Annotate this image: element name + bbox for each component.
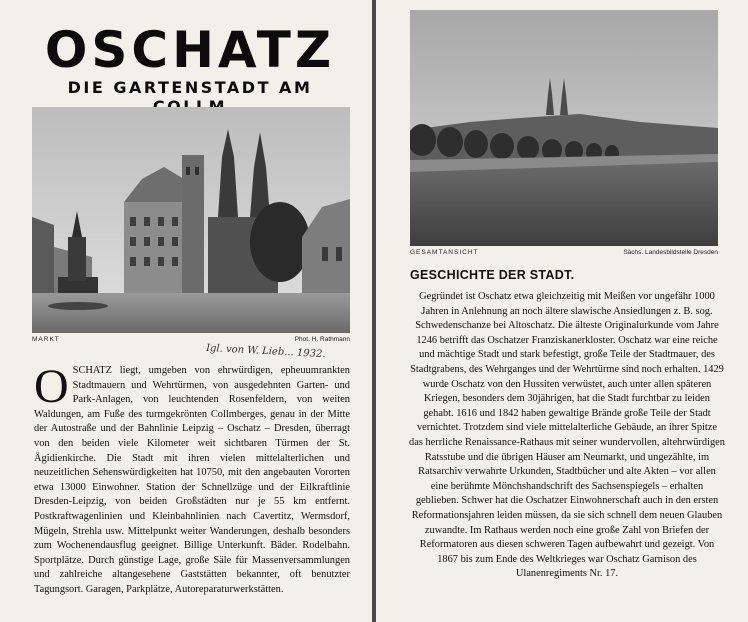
page-title: OSCHATZ: [44, 21, 336, 79]
page-subtitle: DIE GARTENSTADT AM: [67, 78, 313, 97]
market-photo-credit: Phot. H. Rathmann: [294, 336, 350, 343]
handwritten-note: Igl. von W. Lieb... 1932.: [205, 342, 326, 361]
intro-body: SCHATZ liegt, umgeben von ehrwürdigen, epheuumrankten Stadtmauern und Wehrtürmen, von ausgedehnten Garten- und Park-Anlagen, von leuchtenden Rosenfeldern, von weiten Waldungen, am Fuße des turmgekrönten Collmberges, genau in der Mitte der Autostraße und der Bahnlinie Leipzig – Oschatz – Dresden, überragt von den beiden viele Kilometer weit sichtbaren Türmen der St. Ägidienkirche. Die Stadt mit ihren vielen mittelalterlichen und neuzeitlichen Sehenswürdigkeiten hat 10750, mit den angebauten Vororten etwa 13000 Einwohner. Station der Schnellzüge und der Eilkraftlinie Dresden-Leipzig, von beiden Großstädten nur je 55 km entfernt. Postkraftwagenlinien und Kleinbahnlinien nach Cavertitz, Wermsdorf, Mügeln, Strehla usw. Mittelpunkt weiter Wanderungen, deshalb besonders zum Wochenendausflug geeignet. Billige Unterkunft. Bäder. Rodelbahn. Sportplätze. Durch günstige Lage, große Säle für Massenversammlungen und zahlreiche altangesehene Gaststätten bekannter, oft benutzter Tagungsort. Garagen, Parkplätze, Autoreparaturwerkstätten.: [34, 365, 350, 595]
history-text: Gegründet ist Oschatz etwa gleichzeitig mit Meißen vor ungefähr 1000 Jahren in Anlehnung an noch ältere slawische Ansiedlungen z. B. sog. Schwedenschanze bei Altoschatz. Die älteste Originalurkunde vom Jahre 1246 betrifft das Oschatzer Franziskanerkloster. Oschatz war eine reiche und mächtige Stadt und stark befestigt, große Teile der Stadtmauer, des Stadtgrabens, des Wehrganges und der Wehrtürme sind noch erhalten. 1429 wurde Oschatz von den Hussiten verwüstet, auch unter allen späteren Kriegen, besonders dem 30jährigen, hat die Stadt furchtbar zu leiden gehabt. 1616 und 1842 haben gewaltige Brände große Teile der Stadt vernichtet. Trotzdem sind viele mittelalterliche Gebäude, an ihrer Spitze das herrliche Renaissance-Rathaus mit seiner wundervollen, altehrwürdigen Ratsstube und die übrigen Häuser am Neumarkt, und ungezählte, im Ratsarchiv verwahrte Urkunden, Stadtbücher und alte Akten – vor allen eine berühmte Mönchshandschrift des Sachsenspiegels – erhalten geblieben. Schwer hat die Oschatzer Einwohnerschaft auch in den ersten Reformationsjahren leiden müssen, da sie sich schnell dem neuen Glauben zuwandte. Im Rathaus werden noch eine große Zahl von Briefen der Reformatoren aus diesen schweren Tagen aufbewahrt und gezeigt. Von 1867 bis zum Ende des Weltkrieges war Oschatz Garnison des Ulanenregiments Nr. 17.: [409, 291, 725, 580]
right-page: [376, 0, 748, 622]
market-photo-image: [32, 107, 350, 333]
panorama-photo-credit: Sächs. Landesbildstelle Dresden: [623, 249, 718, 256]
drop-cap: O: [34, 360, 69, 413]
panorama-photo-image: [410, 10, 718, 246]
section-heading: GESCHICHTE DER STADT.: [410, 268, 575, 282]
left-page: [0, 0, 372, 622]
intro-text: [34, 360, 350, 598]
market-photo-caption: MARKT: [32, 336, 60, 343]
panorama-photo-caption: GESAMTANSICHT: [410, 249, 479, 256]
panorama-photo: [410, 10, 718, 246]
market-photo: [32, 107, 350, 333]
